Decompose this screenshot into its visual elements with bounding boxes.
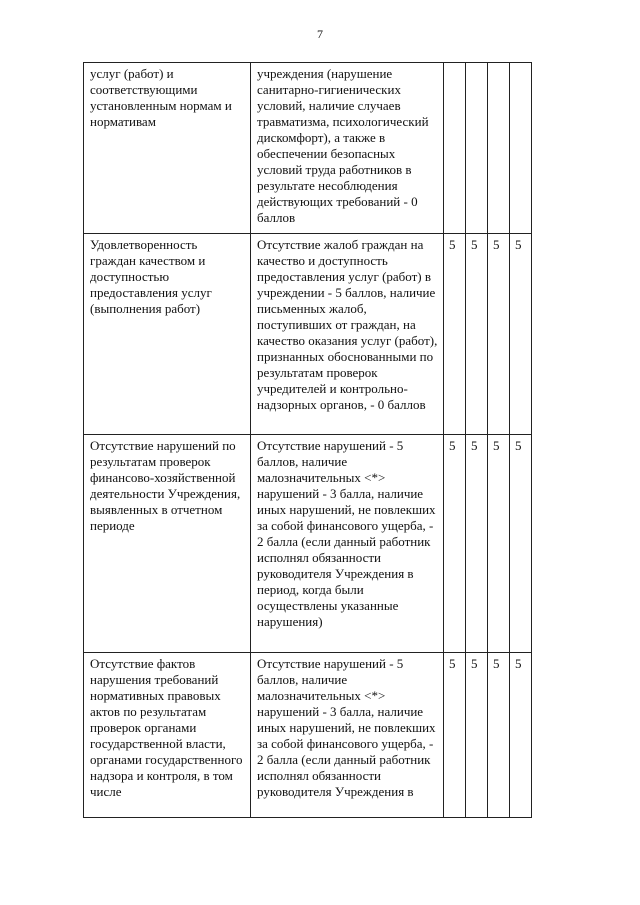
score-cell (466, 63, 488, 234)
criterion-name-cell: услуг (работ) и соответствующими установленным нормам и нормативам (84, 63, 251, 234)
score-cell: 5 (466, 435, 488, 653)
score-cell: 5 (466, 653, 488, 818)
score-cell: 5 (466, 234, 488, 435)
table-row (84, 435, 532, 653)
score-cell: 5 (444, 234, 466, 435)
score-cell (510, 63, 532, 234)
score-cell: 5 (444, 653, 466, 818)
criterion-name-cell: Отсутствие нарушений по результатам проверок финансово-хозяйственной деятельности Учреждения, выявленных в отчетном периоде (84, 435, 251, 653)
table-row (84, 234, 532, 435)
table-row (84, 653, 532, 818)
score-cell (488, 63, 510, 234)
score-cell: 5 (510, 653, 532, 818)
score-cell: 5 (488, 234, 510, 435)
criteria-table (83, 62, 532, 818)
score-cell: 5 (510, 234, 532, 435)
score-cell: 5 (510, 435, 532, 653)
score-cell: 5 (444, 435, 466, 653)
criterion-description-cell: Отсутствие нарушений - 5 баллов, наличие малозначительных <*> нарушений - 3 балла, наличие иных нарушений, не повлекших за собой финансового ущерба, - 2 балла (если данный работник исполнял обязанности руководителя Учреждения в период, когда были осуществлены указанные нарушения) (251, 435, 444, 653)
criterion-name-cell: Отсутствие фактов нарушения требований нормативных правовых актов по результатам проверок органами государственной власти, органами государственного надзора и контроля, в том числе (84, 653, 251, 818)
criterion-description-cell: учреждения (нарушение санитарно-гигиенических условий, наличие случаев травматизма, психологический дискомфорт), а также в обеспечении безопасных условий труда работников в результате несоблюдения действующих требований - 0 баллов (251, 63, 444, 234)
score-cell: 5 (488, 435, 510, 653)
page-number: 7 (317, 27, 323, 41)
score-cell: 5 (488, 653, 510, 818)
table-row (84, 63, 532, 234)
criterion-description-cell: Отсутствие нарушений - 5 баллов, наличие малозначительных <*> нарушений - 3 балла, наличие иных нарушений, не повлекших за собой финансового ущерба, - 2 балла (если данный работник исполнял обязанности руководителя Учреждения в (251, 653, 444, 818)
criterion-name-cell: Удовлетворенность граждан качеством и доступностью предоставления услуг (выполнения работ) (84, 234, 251, 435)
score-cell (444, 63, 466, 234)
criterion-description-cell: Отсутствие жалоб граждан на качество и доступность предоставления услуг (работ) в учреждении - 5 баллов, наличие письменных жалоб, поступивших от граждан, на качество оказания услуг (работ), признанных обоснованными по результатам проверок учредителей и контрольно-надзорных органов, - 0 баллов (251, 234, 444, 435)
